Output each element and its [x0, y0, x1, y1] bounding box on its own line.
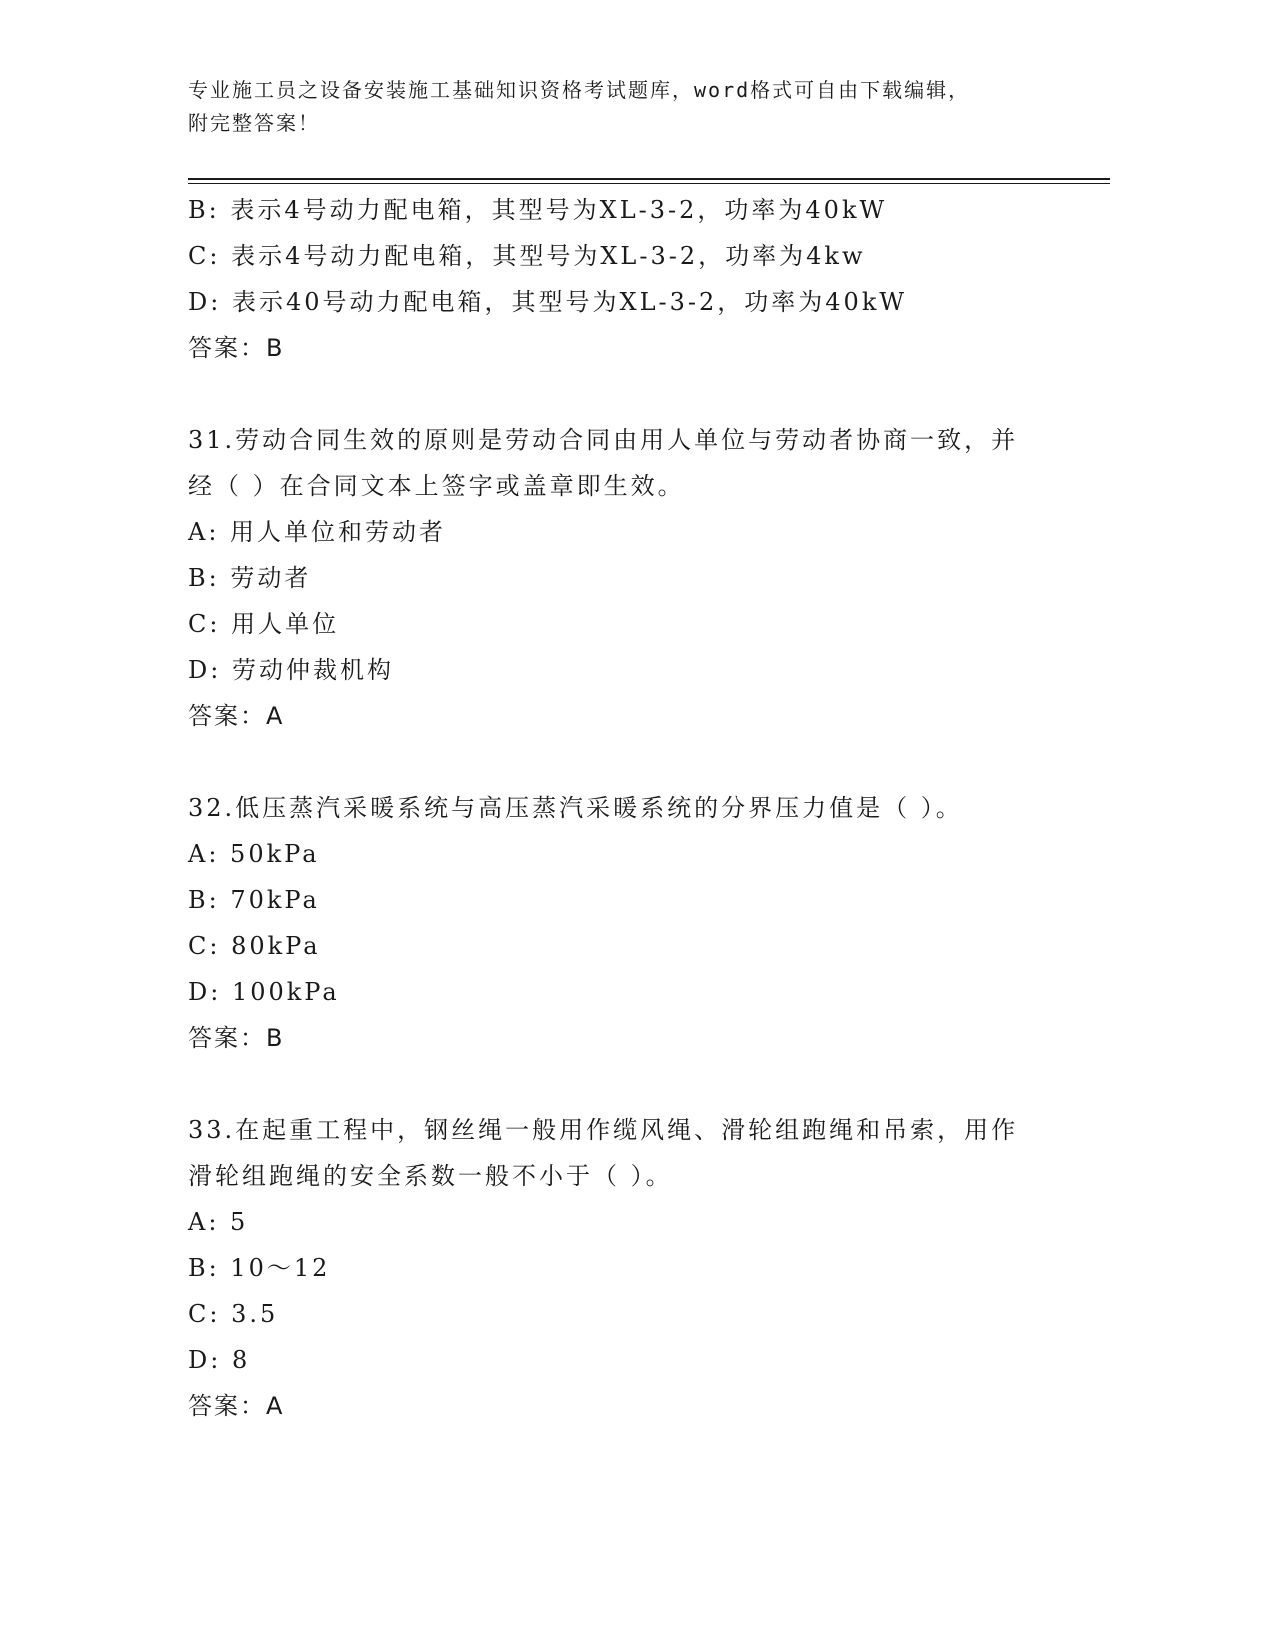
document-header: [188, 74, 1088, 140]
question-30-continued: [188, 187, 1088, 371]
option-c: C: 3.5: [188, 1300, 279, 1328]
answer-line: 答案：B: [188, 1024, 285, 1052]
option-c: C: 80kPa: [188, 932, 321, 960]
option-a: A: 用人单位和劳动者: [188, 518, 447, 546]
question-stem-line: 经（ ）在合同文本上签字或盖章即生效。: [188, 472, 685, 500]
header-divider-thick: [188, 178, 1110, 180]
answer-line: 答案：A: [188, 702, 285, 730]
question-stem-line: 33.在起重工程中，钢丝绳一般用作缆风绳、滑轮组跑绳和吊索，用作: [188, 1116, 1019, 1144]
option-d: D: 表示40号动力配电箱，其型号为XL-3-2，功率为40kW: [188, 288, 908, 316]
question-stem-line: 滑轮组跑绳的安全系数一般不小于（ ）。: [188, 1162, 673, 1190]
answer-line: 答案：B: [188, 334, 285, 362]
option-a: A: 5: [188, 1208, 249, 1236]
spacer: [188, 1061, 1088, 1107]
option-d: D: 8: [188, 1346, 251, 1374]
answer-line: 答案：A: [188, 1392, 285, 1420]
question-31: [188, 417, 1088, 739]
question-33: [188, 1107, 1088, 1429]
question-list: [188, 187, 1088, 1429]
question-32: [188, 785, 1088, 1061]
option-b: B: 10～12: [188, 1254, 331, 1282]
option-d: D: 100kPa: [188, 978, 340, 1006]
question-stem-line: 32.低压蒸汽采暖系统与高压蒸汽采暖系统的分界压力值是（ ）。: [188, 794, 963, 822]
option-b: B: 劳动者: [188, 564, 312, 592]
spacer: [188, 371, 1088, 417]
header-line-2: 附完整答案！: [188, 111, 320, 135]
question-stem-line: 31.劳动合同生效的原则是劳动合同由用人单位与劳动者协商一致，并: [188, 426, 1019, 454]
option-b: B: 表示4号动力配电箱，其型号为XL-3-2，功率为40kW: [188, 196, 888, 224]
option-b: B: 70kPa: [188, 886, 320, 914]
option-c: C: 用人单位: [188, 610, 340, 638]
header-divider-thin: [188, 183, 1110, 184]
spacer: [188, 739, 1088, 785]
option-d: D: 劳动仲裁机构: [188, 656, 394, 684]
option-c: C: 表示4号动力配电箱，其型号为XL-3-2，功率为4kw: [188, 242, 866, 270]
option-a: A: 50kPa: [188, 840, 320, 868]
header-line-1: 专业施工员之设备安装施工基础知识资格考试题库，word格式可自由下载编辑，: [188, 78, 971, 102]
